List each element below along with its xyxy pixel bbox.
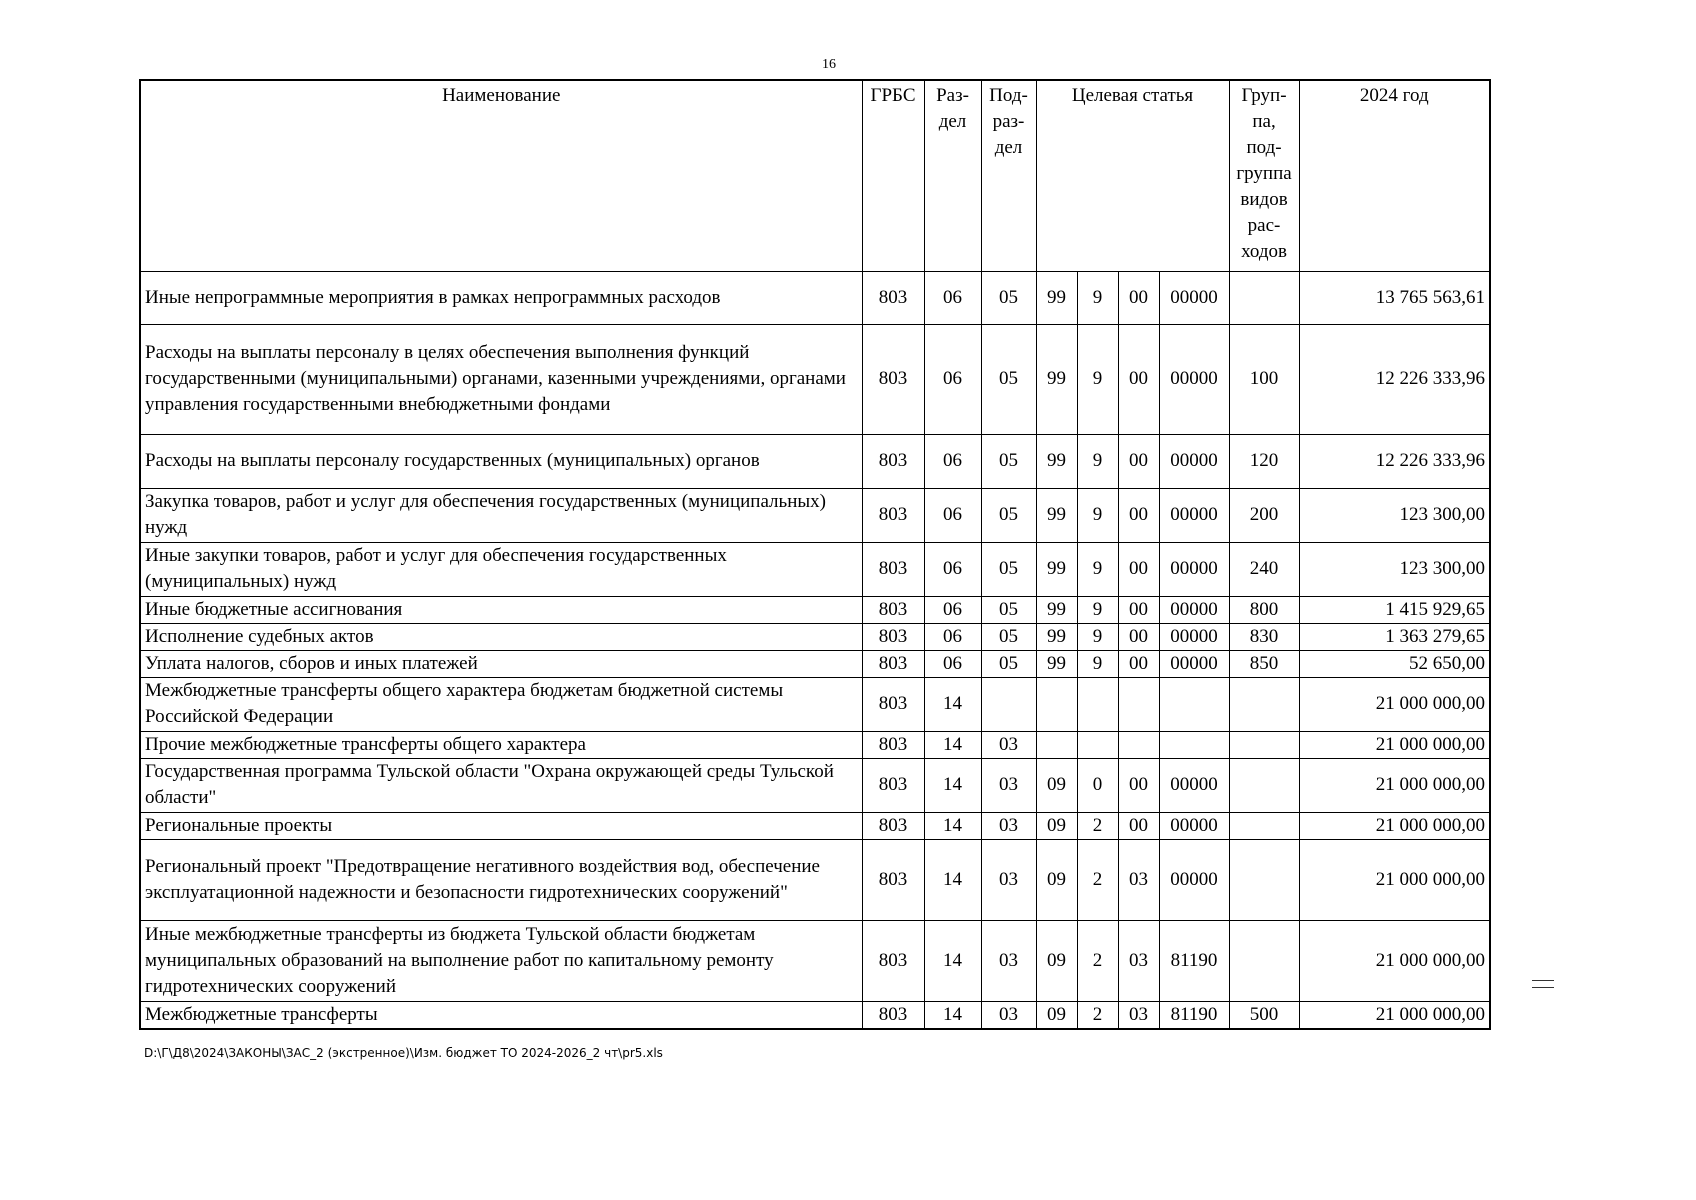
table-body [140, 271, 1490, 1029]
cell-target-subprogram: 2 [1077, 839, 1118, 920]
table-row [140, 731, 1490, 758]
cell-target-subprogram [1077, 731, 1118, 758]
header-expense-group: Груп- па, под- группа видов рас- ходов [1229, 80, 1299, 271]
cell-name: Прочие межбюджетные трансферты общего характера [140, 731, 862, 758]
cell-target-event: 03 [1118, 839, 1159, 920]
cell-target-event: 00 [1118, 758, 1159, 812]
table-row [140, 650, 1490, 677]
cell-grbs: 803 [862, 839, 924, 920]
cell-expense-group [1229, 839, 1299, 920]
cell-podrazdel: 05 [981, 434, 1036, 488]
cell-grbs: 803 [862, 623, 924, 650]
cell-target-subprogram: 0 [1077, 758, 1118, 812]
cell-target-event: 00 [1118, 271, 1159, 324]
cell-name: Межбюджетные трансферты [140, 1001, 862, 1029]
header-row [140, 80, 1490, 271]
cell-expense-group: 200 [1229, 488, 1299, 542]
cell-target-event: 00 [1118, 488, 1159, 542]
cell-target-event: 00 [1118, 812, 1159, 839]
header-target-article: Целевая статья [1036, 80, 1229, 271]
cell-grbs: 803 [862, 1001, 924, 1029]
cell-podrazdel: 05 [981, 324, 1036, 434]
cell-target-direction: 00000 [1159, 271, 1229, 324]
cell-amount: 12 226 333,96 [1299, 324, 1490, 434]
cell-target-event: 00 [1118, 434, 1159, 488]
cell-target-direction: 00000 [1159, 650, 1229, 677]
cell-target-event [1118, 677, 1159, 731]
cell-amount: 21 000 000,00 [1299, 677, 1490, 731]
cell-razdel: 06 [924, 542, 981, 596]
cell-grbs: 803 [862, 434, 924, 488]
cell-expense-group [1229, 758, 1299, 812]
cell-podrazdel: 03 [981, 758, 1036, 812]
cell-target-program [1036, 731, 1077, 758]
cell-amount: 52 650,00 [1299, 650, 1490, 677]
table-row [140, 920, 1490, 1001]
cell-expense-group: 850 [1229, 650, 1299, 677]
table-row [140, 1001, 1490, 1029]
cell-target-program: 99 [1036, 596, 1077, 623]
cell-target-event: 00 [1118, 650, 1159, 677]
cell-target-event: 00 [1118, 324, 1159, 434]
cell-name: Региональный проект "Предотвращение негативного воздействия вод, обеспечение эксплуатационной надежности и безопасности гидротехнических сооружений" [140, 839, 862, 920]
budget-table [139, 79, 1491, 1030]
cell-target-direction: 00000 [1159, 812, 1229, 839]
cell-grbs: 803 [862, 650, 924, 677]
table-row [140, 758, 1490, 812]
table-row [140, 324, 1490, 434]
cell-razdel: 14 [924, 677, 981, 731]
cell-razdel: 06 [924, 623, 981, 650]
cell-expense-group: 120 [1229, 434, 1299, 488]
cell-target-direction [1159, 677, 1229, 731]
cell-razdel: 06 [924, 596, 981, 623]
cell-expense-group [1229, 271, 1299, 324]
cell-grbs: 803 [862, 596, 924, 623]
cell-target-event: 00 [1118, 623, 1159, 650]
cell-target-program: 09 [1036, 920, 1077, 1001]
cell-name: Закупка товаров, работ и услуг для обеспечения государственных (муниципальных) нужд [140, 488, 862, 542]
cell-expense-group: 240 [1229, 542, 1299, 596]
table-row [140, 839, 1490, 920]
cell-target-program: 99 [1036, 542, 1077, 596]
table-row [140, 434, 1490, 488]
cell-podrazdel: 03 [981, 731, 1036, 758]
page-number: 16 [822, 57, 836, 72]
cell-target-program: 99 [1036, 271, 1077, 324]
cell-amount: 123 300,00 [1299, 542, 1490, 596]
cell-amount: 21 000 000,00 [1299, 839, 1490, 920]
cell-target-direction: 00000 [1159, 434, 1229, 488]
margin-mark [1532, 980, 1554, 988]
cell-target-subprogram: 9 [1077, 542, 1118, 596]
cell-target-direction: 81190 [1159, 920, 1229, 1001]
cell-grbs: 803 [862, 324, 924, 434]
cell-razdel: 06 [924, 324, 981, 434]
cell-amount: 13 765 563,61 [1299, 271, 1490, 324]
header-razdel: Раз- дел [924, 80, 981, 271]
cell-amount: 1 415 929,65 [1299, 596, 1490, 623]
cell-amount: 12 226 333,96 [1299, 434, 1490, 488]
cell-target-subprogram [1077, 677, 1118, 731]
cell-target-direction: 00000 [1159, 839, 1229, 920]
header-podrazdel: Под- раз- дел [981, 80, 1036, 271]
cell-podrazdel: 03 [981, 812, 1036, 839]
cell-expense-group [1229, 731, 1299, 758]
cell-razdel: 14 [924, 839, 981, 920]
cell-target-program: 99 [1036, 324, 1077, 434]
cell-target-subprogram: 2 [1077, 920, 1118, 1001]
cell-razdel: 06 [924, 488, 981, 542]
cell-razdel: 06 [924, 434, 981, 488]
cell-grbs: 803 [862, 731, 924, 758]
cell-amount: 21 000 000,00 [1299, 758, 1490, 812]
cell-podrazdel [981, 677, 1036, 731]
cell-podrazdel: 05 [981, 650, 1036, 677]
cell-target-direction: 00000 [1159, 623, 1229, 650]
header-name: Наименование [140, 80, 862, 271]
cell-podrazdel: 03 [981, 1001, 1036, 1029]
cell-name: Межбюджетные трансферты общего характера бюджетам бюджетной системы Российской Федерации [140, 677, 862, 731]
file-path: D:\Г\Д8\2024\ЗАКОНЫ\ЗАС_2 (экстренное)\Изм. бюджет ТО 2024-2026_2 чт\pr5.xls [144, 1046, 663, 1060]
cell-razdel: 14 [924, 758, 981, 812]
cell-target-program: 09 [1036, 1001, 1077, 1029]
cell-target-direction: 00000 [1159, 596, 1229, 623]
header-year: 2024 год [1299, 80, 1490, 271]
cell-target-program: 99 [1036, 434, 1077, 488]
table-row [140, 812, 1490, 839]
cell-name: Уплата налогов, сборов и иных платежей [140, 650, 862, 677]
cell-podrazdel: 05 [981, 271, 1036, 324]
cell-name: Расходы на выплаты персоналу государственных (муниципальных) органов [140, 434, 862, 488]
cell-name: Государственная программа Тульской области "Охрана окружающей среды Тульской области" [140, 758, 862, 812]
cell-expense-group [1229, 920, 1299, 1001]
cell-target-program: 09 [1036, 839, 1077, 920]
table-row [140, 488, 1490, 542]
cell-grbs: 803 [862, 758, 924, 812]
cell-podrazdel: 03 [981, 839, 1036, 920]
cell-amount: 21 000 000,00 [1299, 731, 1490, 758]
cell-amount: 123 300,00 [1299, 488, 1490, 542]
cell-amount: 21 000 000,00 [1299, 1001, 1490, 1029]
cell-target-program: 99 [1036, 488, 1077, 542]
cell-razdel: 14 [924, 812, 981, 839]
cell-podrazdel: 05 [981, 488, 1036, 542]
cell-podrazdel: 05 [981, 623, 1036, 650]
cell-name: Иные бюджетные ассигнования [140, 596, 862, 623]
cell-name: Расходы на выплаты персоналу в целях обеспечения выполнения функций государственными (муниципальными) органами, казенными учреждениями, органами управления государственными внебюджетными фондами [140, 324, 862, 434]
cell-grbs: 803 [862, 542, 924, 596]
cell-podrazdel: 05 [981, 596, 1036, 623]
cell-amount: 21 000 000,00 [1299, 812, 1490, 839]
table-row [140, 542, 1490, 596]
cell-target-program: 99 [1036, 623, 1077, 650]
cell-razdel: 14 [924, 920, 981, 1001]
table-row [140, 623, 1490, 650]
cell-expense-group: 800 [1229, 596, 1299, 623]
cell-expense-group [1229, 677, 1299, 731]
cell-grbs: 803 [862, 920, 924, 1001]
cell-razdel: 14 [924, 731, 981, 758]
cell-target-event: 03 [1118, 920, 1159, 1001]
cell-target-event: 00 [1118, 542, 1159, 596]
cell-name: Иные непрограммные мероприятия в рамках непрограммных расходов [140, 271, 862, 324]
cell-target-event: 00 [1118, 596, 1159, 623]
cell-grbs: 803 [862, 812, 924, 839]
cell-target-subprogram: 9 [1077, 324, 1118, 434]
table-row [140, 596, 1490, 623]
cell-grbs: 803 [862, 488, 924, 542]
cell-target-direction: 81190 [1159, 1001, 1229, 1029]
cell-expense-group: 830 [1229, 623, 1299, 650]
cell-podrazdel: 05 [981, 542, 1036, 596]
cell-target-event: 03 [1118, 1001, 1159, 1029]
cell-amount: 21 000 000,00 [1299, 920, 1490, 1001]
cell-target-subprogram: 9 [1077, 488, 1118, 542]
cell-expense-group [1229, 812, 1299, 839]
cell-expense-group: 500 [1229, 1001, 1299, 1029]
cell-target-direction: 00000 [1159, 488, 1229, 542]
cell-target-subprogram: 2 [1077, 812, 1118, 839]
cell-target-subprogram: 9 [1077, 650, 1118, 677]
cell-target-subprogram: 9 [1077, 596, 1118, 623]
cell-expense-group: 100 [1229, 324, 1299, 434]
cell-name: Иные межбюджетные трансферты из бюджета Тульской области бюджетам муниципальных образований на выполнение работ по капитальному ремонту гидротехнических сооружений [140, 920, 862, 1001]
cell-target-subprogram: 2 [1077, 1001, 1118, 1029]
cell-name: Исполнение судебных актов [140, 623, 862, 650]
header-grbs: ГРБС [862, 80, 924, 271]
cell-name: Иные закупки товаров, работ и услуг для обеспечения государственных (муниципальных) нужд [140, 542, 862, 596]
cell-name: Региональные проекты [140, 812, 862, 839]
cell-target-program [1036, 677, 1077, 731]
cell-grbs: 803 [862, 271, 924, 324]
cell-razdel: 06 [924, 650, 981, 677]
cell-podrazdel: 03 [981, 920, 1036, 1001]
cell-target-program: 09 [1036, 758, 1077, 812]
cell-target-direction: 00000 [1159, 758, 1229, 812]
cell-target-subprogram: 9 [1077, 271, 1118, 324]
cell-target-direction: 00000 [1159, 542, 1229, 596]
cell-target-subprogram: 9 [1077, 623, 1118, 650]
cell-grbs: 803 [862, 677, 924, 731]
table-row [140, 271, 1490, 324]
cell-razdel: 06 [924, 271, 981, 324]
cell-target-direction: 00000 [1159, 324, 1229, 434]
cell-target-program: 09 [1036, 812, 1077, 839]
cell-razdel: 14 [924, 1001, 981, 1029]
cell-target-subprogram: 9 [1077, 434, 1118, 488]
table-row [140, 677, 1490, 731]
cell-amount: 1 363 279,65 [1299, 623, 1490, 650]
cell-target-program: 99 [1036, 650, 1077, 677]
cell-target-event [1118, 731, 1159, 758]
cell-target-direction [1159, 731, 1229, 758]
